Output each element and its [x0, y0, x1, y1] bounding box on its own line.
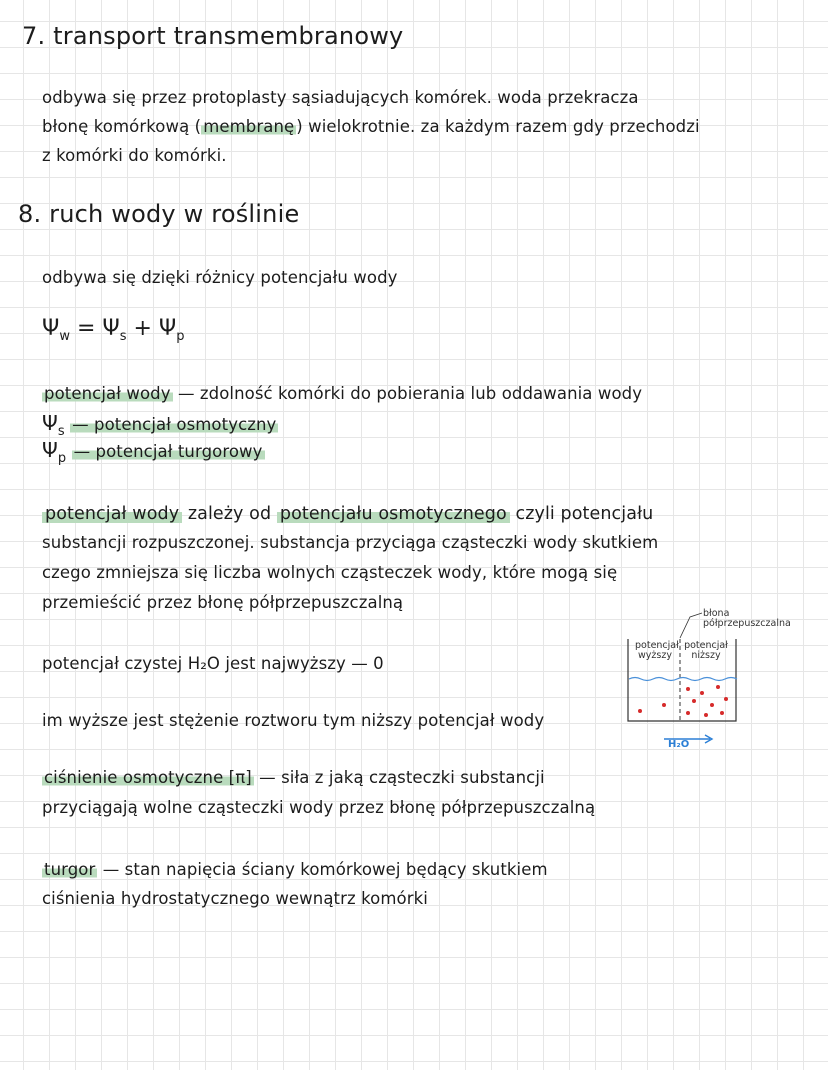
paragraph-line-1: potencjał wody zależy od potencjału osmotycznego czyli potencjału	[42, 504, 653, 524]
highlight-turgor-potential: — potencjał turgorowy	[73, 442, 263, 461]
lower-potential-label: potencjał niższy	[684, 640, 728, 661]
highlight-water-potential-2: potencjał wody	[42, 504, 182, 524]
definition-osmotic-potential: $\Psi_s$ — potencjał osmotyczny	[42, 411, 277, 439]
osmosis-diagram	[620, 605, 750, 755]
concentration-statement: im wyższe jest stężenie roztworu tym niższy potencjał wody	[42, 711, 545, 730]
section-7-heading	[22, 22, 403, 50]
solute-particle	[716, 685, 720, 689]
paragraph-line-2: substancji rozpuszczonej. substancja przyciąga cząsteczki wody skutkiem	[42, 533, 659, 552]
solute-particle	[704, 713, 708, 717]
section-7-line-2: błonę komórkową ( membranę ) wielokrotnie. za każdym razem gdy przechodzi	[42, 117, 700, 136]
solute-particle	[686, 687, 690, 691]
water-potential-formula: $\Psi_w = \Psi_s + \Psi_p$	[42, 316, 185, 344]
osmotic-pressure-definition: ciśnienie osmotyczne [π] — siła z jaką cząsteczki substancji	[44, 768, 545, 787]
solute-particle	[686, 711, 690, 715]
membrane-label: błona półprzepuszczalna	[703, 608, 791, 629]
highlight-turgor: turgor	[44, 860, 96, 879]
higher-potential-label: potencjał wyższy	[635, 640, 679, 661]
highlight-membrane: membranę	[203, 117, 295, 136]
section-7-title: transport transmembranowy	[53, 22, 404, 50]
highlight-osmotic-potential-2: potencjału osmotycznego	[277, 504, 510, 524]
solute-particle	[662, 703, 666, 707]
arrow-label: H₂O	[668, 739, 690, 750]
highlight-osmotic-potential: — potencjał osmotyczny	[72, 415, 277, 434]
definition-turgor-potential: $\Psi_p$ — potencjał turgorowy	[42, 438, 263, 466]
section-7-line-1: odbywa się przez protoplasty sąsiadujących komórek. woda przekracza	[42, 88, 639, 107]
section-8-heading	[18, 200, 299, 228]
membrane-pointer-line	[680, 613, 702, 638]
solute-particle	[692, 699, 696, 703]
paragraph-line-3: czego zmniejsza się liczba wolnych cząsteczek wody, które mogą się	[42, 563, 618, 582]
section-8-number: 8.	[18, 200, 42, 228]
definition-water-potential: potencjał wody — zdolność komórki do pobierania lub oddawania wody	[44, 384, 643, 403]
osmotic-pressure-line-2: przyciągają wolne cząsteczki wody przez błonę półprzepuszczalną	[42, 798, 596, 817]
solute-particle	[720, 711, 724, 715]
solute-particle	[700, 691, 704, 695]
solute-particle	[638, 709, 642, 713]
solute-particles	[638, 685, 728, 717]
turgor-line-2: ciśnienia hydrostatycznego wewnątrz komórki	[42, 889, 428, 908]
pure-water-statement: potencjał czystej H₂O jest najwyższy — 0	[42, 654, 384, 673]
water-level-wave	[629, 678, 737, 681]
section-8-intro: odbywa się dzięki różnicy potencjału wody	[42, 268, 398, 287]
solute-particle	[710, 703, 714, 707]
paragraph-line-4: przemieścić przez błonę półprzepuszczalną	[42, 593, 404, 612]
section-8-title: ruch wody w roślinie	[49, 200, 300, 228]
highlight-osmotic-pressure: ciśnienie osmotyczne [π]	[44, 768, 252, 787]
section-7-line-3: z komórki do komórki.	[42, 146, 227, 165]
turgor-definition: turgor — stan napięcia ściany komórkowej będący skutkiem	[44, 860, 548, 879]
section-7-number: 7.	[22, 22, 46, 50]
highlight-water-potential: potencjał wody	[44, 384, 171, 403]
solute-particle	[724, 697, 728, 701]
